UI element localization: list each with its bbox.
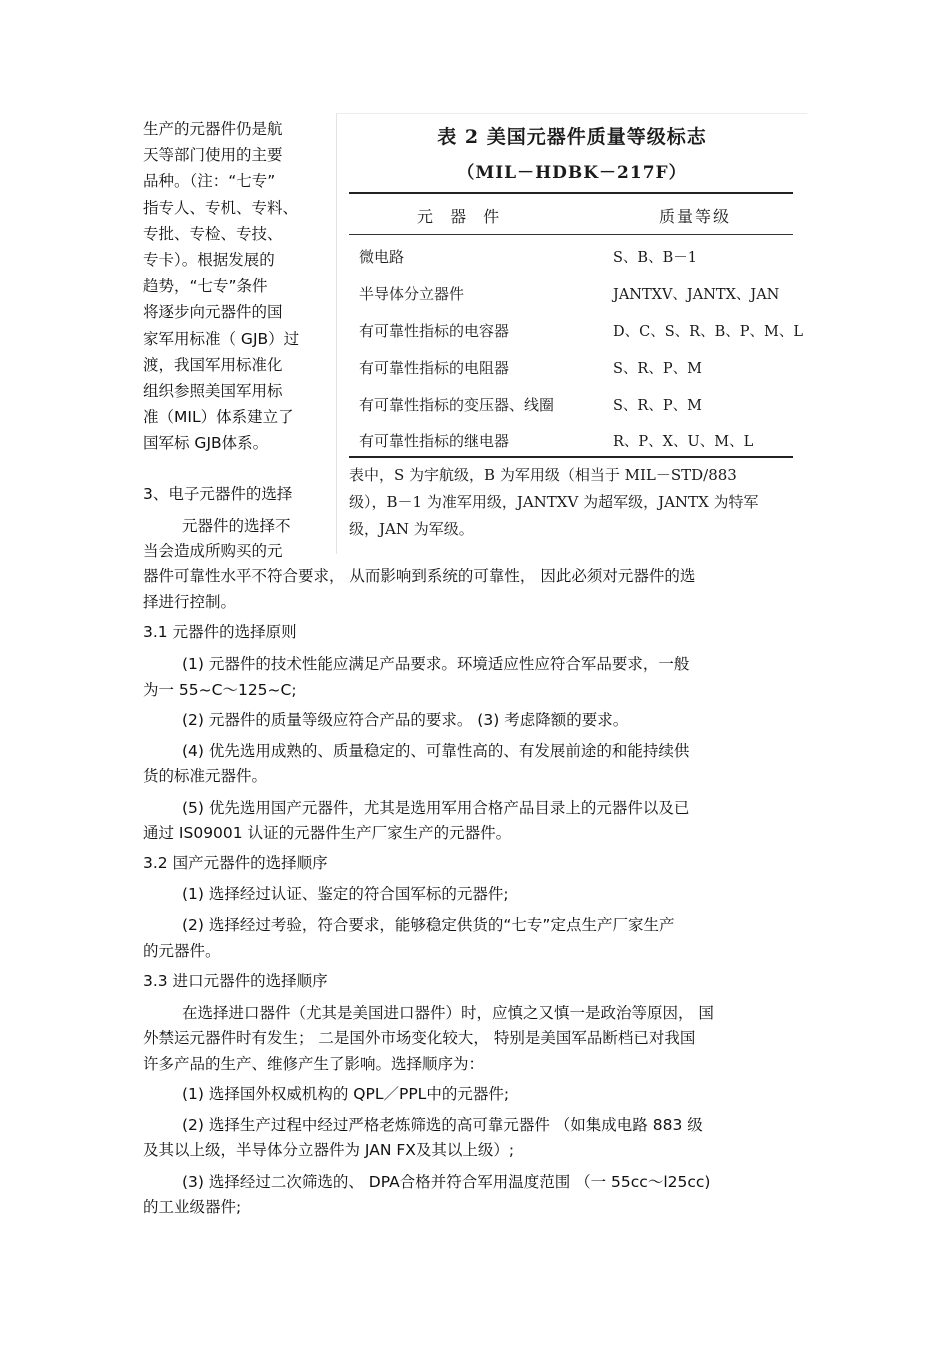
table-row bbox=[337, 246, 807, 282]
left-line: 趋势，“七专”条件 bbox=[143, 277, 268, 296]
paragraph-line: (2) 选择生产过程中经过严格老炼筛选的高可靠元器件 （如集成电路 883 级 bbox=[182, 1116, 703, 1134]
paragraph-line: (1) 选择国外权威机构的 QPL／PPL中的元器件; bbox=[182, 1085, 510, 1103]
left-line: 专批、专检、专技、 bbox=[143, 224, 283, 243]
table-row bbox=[337, 357, 807, 393]
cell-component: 半导体分立器件 bbox=[359, 285, 465, 303]
paragraph-line: 的工业级器件; bbox=[143, 1198, 242, 1216]
left-line: 指专人、专机、专料、 bbox=[143, 198, 299, 217]
left-column-text bbox=[143, 116, 328, 457]
header-grade: 质量等级 bbox=[659, 207, 732, 226]
note-line: 级，JAN 为军级。 bbox=[349, 520, 474, 538]
left-line: 生产的元器件仍是航 bbox=[143, 120, 283, 138]
section-3-intro-line: 器件可靠性水平不符合要求， 从而影响到系统的可靠性， 因此必须对元器件的选 bbox=[143, 567, 696, 585]
paragraph-line: (2) 选择经过考验，符合要求，能够稳定供货的“七专”定点生产厂家生产 bbox=[182, 916, 675, 934]
cell-grade: S、R、P、M bbox=[613, 398, 702, 414]
section-3-1-heading: 3.1 元器件的选择原则 bbox=[143, 623, 297, 641]
section-3-3-heading: 3.3 进口元器件的选择顺序 bbox=[143, 972, 328, 990]
table-note bbox=[349, 462, 804, 543]
table-row bbox=[337, 283, 807, 319]
cell-component: 有可靠性指标的继电器 bbox=[359, 432, 510, 450]
paragraph-line: 的元器件。 bbox=[143, 942, 221, 960]
section-3-intro-line: 择进行控制。 bbox=[143, 593, 237, 611]
cell-grade: S、B、B－1 bbox=[613, 250, 697, 266]
section-3-heading: 3、电子元器件的选择 bbox=[143, 485, 293, 503]
cell-grade: D、C、S、R、B、P、M、L bbox=[613, 324, 803, 340]
header-component: 元 器 件 bbox=[417, 207, 506, 226]
paragraph-line: (1) 选择经过认证、鉴定的符合国军标的元器件; bbox=[182, 885, 509, 903]
left-line: 国军标 GJB体系。 bbox=[143, 434, 269, 453]
paragraph-line: 许多产品的生产、维修产生了影响。选择顺序为： bbox=[143, 1055, 485, 1073]
table-header-rule bbox=[349, 234, 793, 235]
paragraph-line: 在选择进口器件（尤其是美国进口器件）时，应慎之又慎一是政治等原因， 国 bbox=[182, 1004, 714, 1022]
left-line: 将逐步向元器件的国 bbox=[143, 303, 283, 322]
left-line: 家军用标准（ GJB）过 bbox=[143, 329, 300, 348]
paragraph-line: 为一 55~C～125~C; bbox=[143, 681, 297, 699]
note-line: 表中，S 为宇航级，B 为军用级（相当于 MIL－STD/883 bbox=[349, 466, 737, 484]
cell-component: 有可靠性指标的电容器 bbox=[359, 322, 510, 340]
table-2-figure bbox=[336, 113, 807, 554]
note-line: 级），B－1 为准军用级，JANTXV 为超军级，JANTX 为特军 bbox=[349, 493, 759, 511]
table-top-rule bbox=[349, 192, 793, 194]
left-line: 品种。（注：“七专” bbox=[143, 172, 276, 191]
cell-component: 有可靠性指标的电阻器 bbox=[359, 359, 510, 377]
cell-grade: JANTXV、JANTX、JAN bbox=[613, 287, 780, 303]
table-bottom-rule bbox=[349, 456, 793, 458]
left-line: 组织参照美国军用标 bbox=[143, 382, 283, 401]
left-line: 天等部门使用的主要 bbox=[143, 146, 283, 165]
section-3-intro-line: 当会造成所购买的元 bbox=[143, 542, 283, 560]
table-row bbox=[337, 320, 807, 356]
paragraph-line: 及其以上级，半导体分立器件为 JAN FX及其以上级）; bbox=[143, 1141, 515, 1159]
cell-component: 微电路 bbox=[359, 248, 405, 266]
table-title: 表 2 美国元器件质量等级标志 bbox=[437, 126, 707, 148]
table-row bbox=[337, 430, 807, 466]
paragraph-line: (1) 元器件的技术性能应满足产品要求。环境适应性应符合军品要求，一般 bbox=[182, 655, 690, 673]
paragraph-line: 货的标准元器件。 bbox=[143, 767, 268, 785]
section-3-2-heading: 3.2 国产元器件的选择顺序 bbox=[143, 854, 328, 872]
paragraph-line: (2) 元器件的质量等级应符合产品的要求。 (3) 考虑降额的要求。 bbox=[182, 711, 629, 729]
cell-component: 有可靠性指标的变压器、线圈 bbox=[359, 396, 555, 414]
paragraph-line: (4) 优先选用成熟的、质量稳定的、可靠性高的、有发展前途的和能持续供 bbox=[182, 742, 690, 760]
cell-grade: S、R、P、M bbox=[613, 361, 702, 377]
table-subtitle: （MIL－HDBK－217F） bbox=[457, 163, 687, 183]
paragraph-line: 外禁运元器件时有发生； 二是国外市场变化较大， 特别是美国军品断档已对我国 bbox=[143, 1029, 696, 1047]
paragraph-line: 通过 IS09001 认证的元器件生产厂家生产的元器件。 bbox=[143, 824, 512, 842]
paragraph-line: (5) 优先选用国产元器件，尤其是选用军用合格产品目录上的元器件以及已 bbox=[182, 799, 690, 817]
left-line: 渡，我国军用标准化 bbox=[143, 355, 283, 374]
left-line: 准（MIL）体系建立了 bbox=[143, 408, 294, 427]
section-3-intro-line: 元器件的选择不 bbox=[182, 517, 291, 535]
table-row bbox=[337, 394, 807, 430]
left-line: 专卡）。根据发展的 bbox=[143, 251, 275, 270]
paragraph-line: (3) 选择经过二次筛选的、 DPA合格并符合军用温度范围 （一 55cc～l25cc) bbox=[182, 1173, 711, 1191]
cell-grade: R、P、X、U、M、L bbox=[613, 434, 754, 450]
